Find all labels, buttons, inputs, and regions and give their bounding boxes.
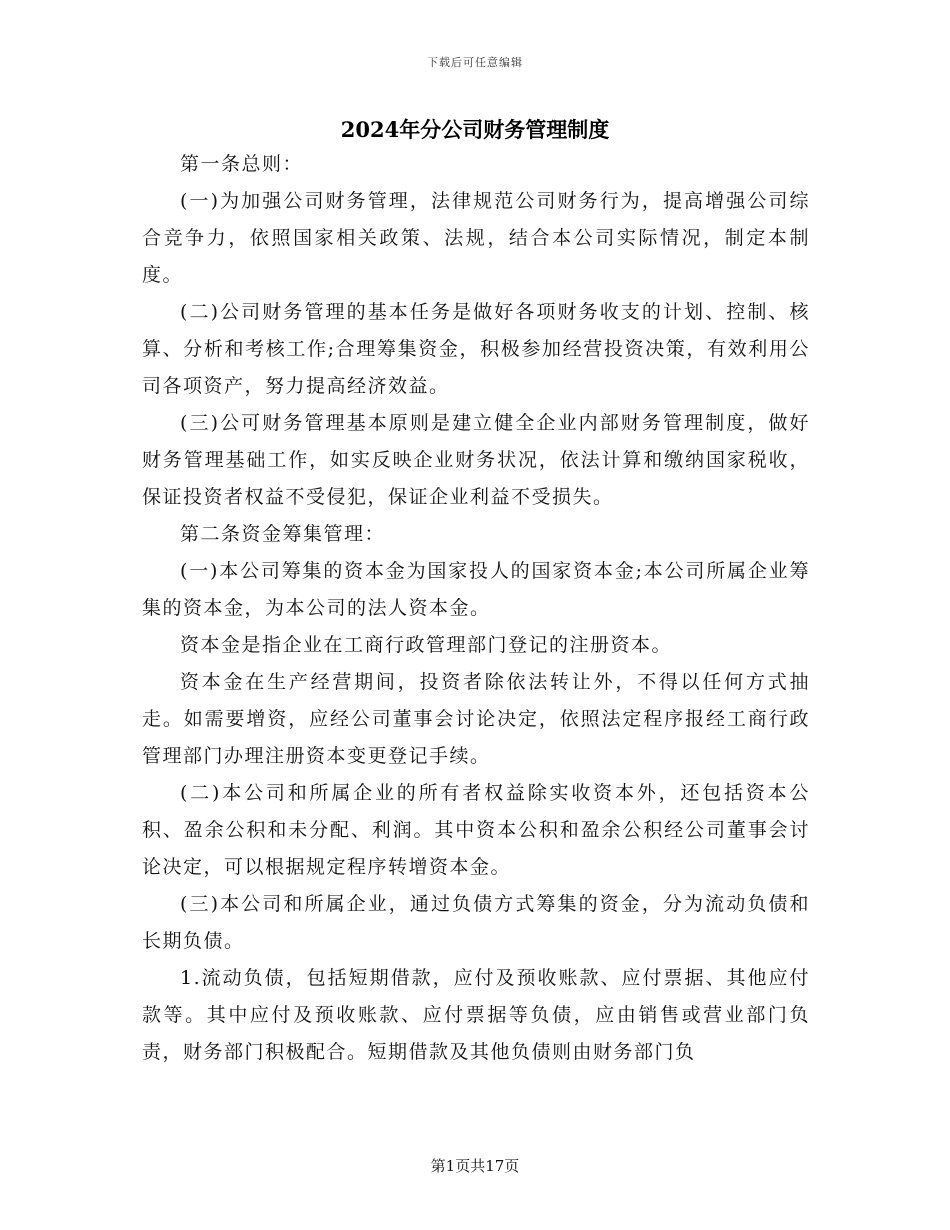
paragraph: (一)本公司筹集的资本金为国家投人的国家资本金;本公司所属企业筹集的资本金，为本公司的法人资本金。: [142, 560, 810, 619]
paragraph: 第一条总则：: [180, 153, 304, 175]
paragraph: (三)公可财务管理基本原则是建立健全企业内部财务管理制度，做好财务管理基础工作，如实反映企业财务状况，依法计算和缴纳国家税收，保证投资者权益不受侵犯，保证企业利益不受损失。: [142, 412, 810, 508]
paragraph: 资本金是指企业在工商行政管理部门登记的注册资本。: [180, 634, 673, 656]
paragraph: (三)本公司和所属企业，通过负债方式筹集的资金，分为流动负债和长期负债。: [142, 893, 810, 952]
paragraph: (二)公司财务管理的基本任务是做好各项财务收支的计划、控制、核算、分析和考核工作;合理筹集资金，积极参加经营投资决策，有效利用公司各项资产，努力提高经济效益。: [142, 301, 810, 397]
document-body: [142, 146, 810, 1071]
paragraph: 第二条资金筹集管理：: [180, 523, 386, 545]
paragraph: 资本金在生产经营期间，投资者除依法转让外，不得以任何方式抽走。如需要增资，应经公司董事会讨论决定，依照法定程序报经工商行政管理部门办理注册资本变更登记手续。: [142, 671, 810, 767]
document-title: 2024年分公司财务管理制度: [340, 117, 610, 142]
paragraph: (二)本公司和所属企业的所有者权益除实收资本外，还包括资本公积、盈余公积和未分配、利润。其中资本公积和盈余公积经公司董事会讨论决定，可以根据规定程序转增资本金。: [142, 782, 810, 878]
paragraph: (一)为加强公司财务管理，法律规范公司财务行为，提高增强公司综合竞争力，依照国家相关政策、法规，结合本公司实际情况，制定本制度。: [142, 190, 810, 286]
page-number: 第1页共17页: [430, 1157, 520, 1175]
paragraph: 1.流动负债，包括短期借款，应付及预收账款、应付票据、其他应付款等。其中应付及预收账款、应付票据等负债，应由销售或营业部门负责，财务部门积极配合。短期借款及其他负债则由财务部门负: [142, 967, 810, 1063]
header-note: 下载后可任意编辑: [427, 56, 523, 69]
